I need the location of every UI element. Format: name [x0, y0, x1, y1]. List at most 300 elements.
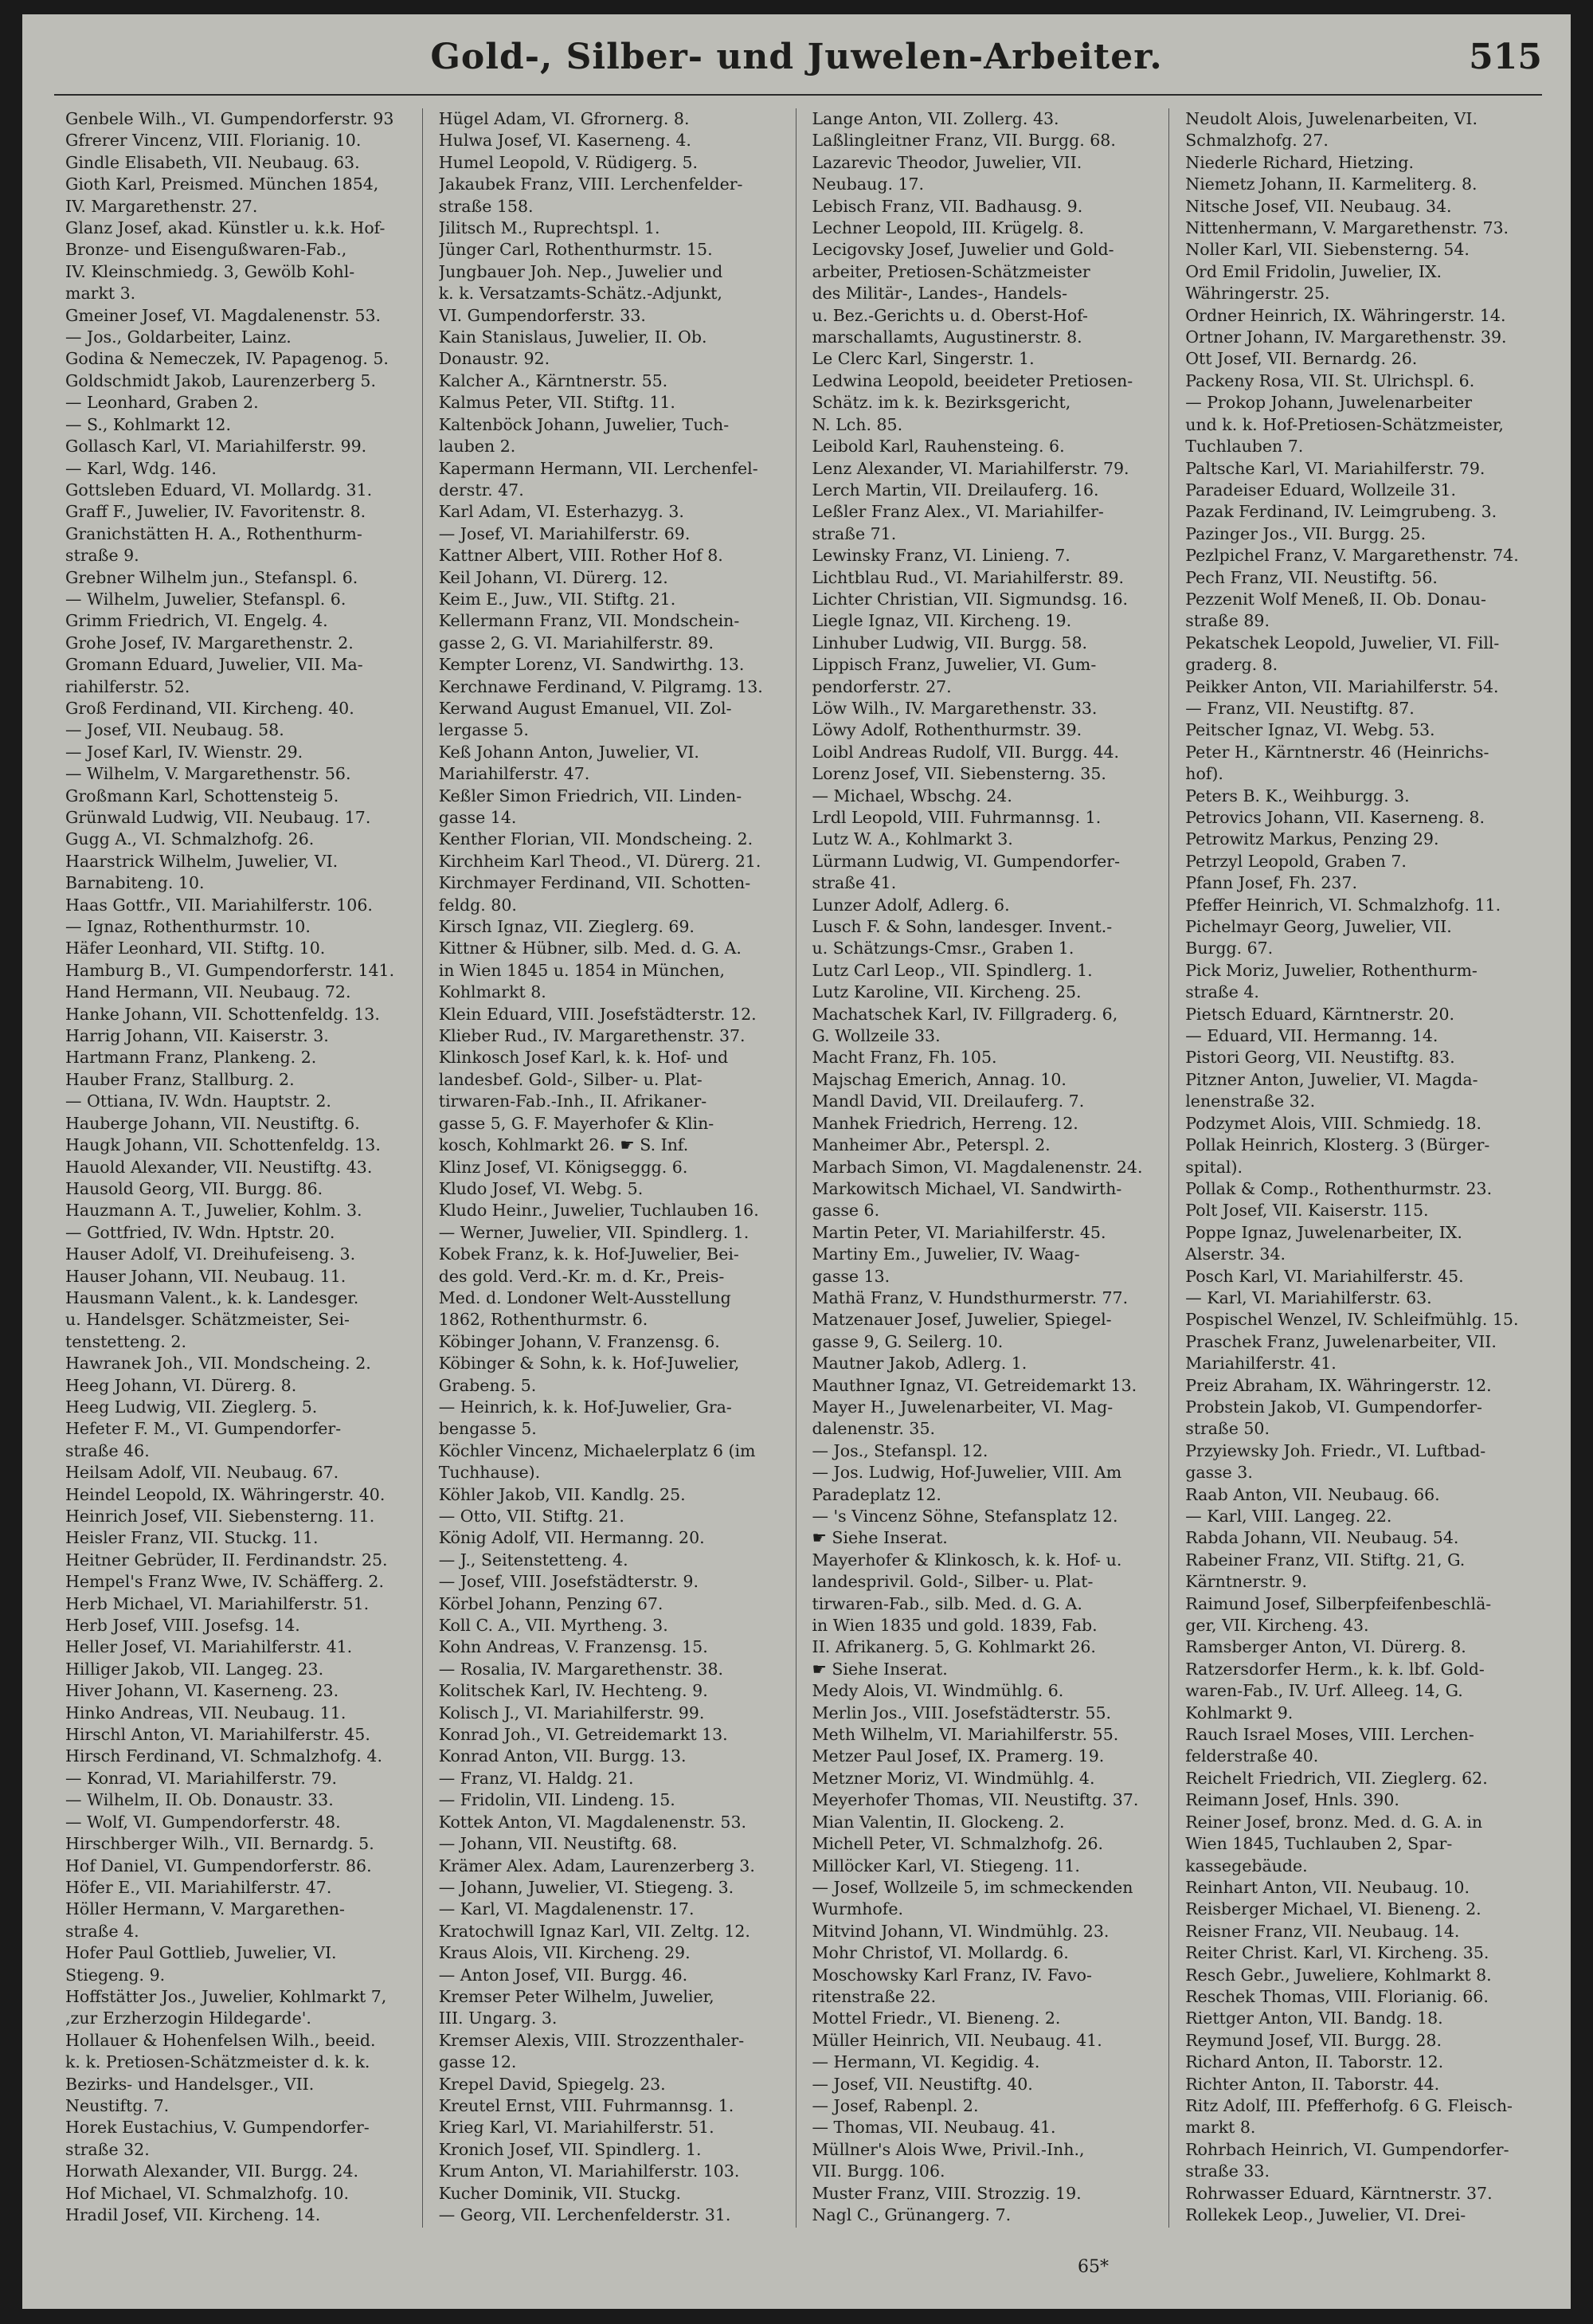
- directory-entry: Rabeiner Franz, VII. Stiftg. 21, G.: [1185, 1550, 1466, 1570]
- directory-entry: Wurmhofe.: [812, 1899, 903, 1919]
- directory-entry: Lichter Christian, VII. Sigmundsg. 16.: [812, 589, 1129, 609]
- directory-entry: Hügel Adam, VI. Gfrornerg. 8.: [438, 109, 690, 128]
- directory-entry: Tuchlauben 7.: [1185, 437, 1304, 457]
- directory-entry: Horwath Alexander, VII. Burgg. 24.: [65, 2161, 359, 2181]
- directory-entry: Ledwina Leopold, beeideter Pretiosen-: [812, 370, 1133, 390]
- directory-entry: lergasse 5.: [438, 720, 529, 740]
- directory-entry: Lorenz Josef, VII. Siebensterng. 35.: [812, 764, 1106, 784]
- directory-entry: Pfeffer Heinrich, VI. Schmalzhofg. 11.: [1185, 895, 1501, 915]
- directory-entry: Loibl Andreas Rudolf, VII. Burgg. 44.: [812, 742, 1120, 762]
- directory-entry: Hirsch Ferdinand, VI. Schmalzhofg. 4.: [65, 1746, 382, 1766]
- directory-entry: Hilliger Jakob, VII. Langeg. 23.: [65, 1659, 324, 1679]
- directory-entry: Hanke Johann, VII. Schottenfeldg. 13.: [65, 1004, 380, 1024]
- directory-entry: Peitscher Ignaz, VI. Webg. 53.: [1185, 720, 1435, 740]
- directory-entry: Grimm Friedrich, VI. Engelg. 4.: [65, 611, 328, 631]
- directory-entry: Neustiftg. 7.: [65, 2095, 170, 2115]
- directory-entry: Pezzenit Wolf Meneß, II. Ob. Donau-: [1185, 589, 1486, 609]
- directory-entry: Mitvind Johann, VI. Windmühlg. 23.: [812, 1921, 1110, 1941]
- directory-entry: — Karl, VI. Mariahilferstr. 63.: [1185, 1287, 1432, 1307]
- directory-entry: Alserstr. 34.: [1185, 1244, 1286, 1264]
- directory-entry: u. Handelsger. Schätzmeister, Sei-: [65, 1310, 350, 1330]
- directory-entry: Gioth Karl, Preismed. München 1854,: [65, 174, 379, 194]
- directory-entry: Kohlmarkt 9.: [1185, 1703, 1294, 1722]
- directory-entry: gasse 3.: [1185, 1463, 1253, 1483]
- directory-entry: Preiz Abraham, IX. Währingerstr. 12.: [1185, 1375, 1492, 1395]
- directory-entry: Kattner Albert, VIII. Rother Hof 8.: [438, 546, 723, 566]
- directory-entry: Heitner Gebrüder, II. Ferdinandstr. 25.: [65, 1550, 388, 1570]
- directory-entry: — Karl, VI. Magdalenenstr. 17.: [438, 1899, 695, 1919]
- directory-entry: König Adolf, VII. Hermanng. 20.: [438, 1528, 705, 1548]
- directory-column-2: [434, 108, 796, 2228]
- directory-entry: Probstein Jakob, VI. Gumpendorfer-: [1185, 1397, 1482, 1417]
- directory-entry: Hulwa Josef, VI. Kaserneng. 4.: [438, 131, 691, 151]
- directory-entry: straße 71.: [812, 523, 897, 543]
- directory-entry: Hand Hermann, VII. Neubaug. 72.: [65, 982, 351, 1002]
- directory-entry: straße 89.: [1185, 611, 1270, 631]
- directory-entry: — Heinrich, k. k. Hof-Juwelier, Gra-: [438, 1397, 732, 1417]
- directory-entry: — Franz, VII. Neustiftg. 87.: [1185, 698, 1415, 718]
- directory-entry: Nagl C., Grünangerg. 7.: [812, 2205, 1012, 2224]
- directory-entry: Heeg Johann, VI. Dürerg. 8.: [65, 1375, 297, 1395]
- directory-entry: Pezlpichel Franz, V. Margarethenstr. 74.: [1185, 546, 1519, 566]
- directory-entry: — Josef Karl, IV. Wienstr. 29.: [65, 742, 303, 762]
- directory-entry: Linhuber Ludwig, VII. Burgg. 58.: [812, 633, 1088, 653]
- directory-entry: dalenenstr. 35.: [812, 1419, 936, 1439]
- directory-entry: Bezirks- und Handelsger., VII.: [65, 2074, 315, 2094]
- directory-entry: Humel Leopold, V. Rüdigerg. 5.: [438, 152, 699, 172]
- directory-entry: Pazinger Jos., VII. Burgg. 25.: [1185, 523, 1427, 543]
- directory-entry: Heinrich Josef, VII. Siebensterng. 11.: [65, 1507, 375, 1526]
- directory-entry: IV. Margarethenstr. 27.: [65, 196, 258, 216]
- directory-entry: Kalcher A., Kärntnerstr. 55.: [438, 370, 668, 390]
- directory-entry: Häfer Leonhard, VII. Stiftg. 10.: [65, 939, 326, 958]
- directory-entry: Richard Anton, II. Taborstr. 12.: [1185, 2052, 1444, 2072]
- directory-entry: Hausmann Valent., k. k. Landesger.: [65, 1287, 359, 1307]
- directory-entry: Petrovics Johann, VII. Kaserneng. 8.: [1185, 808, 1485, 827]
- directory-entry: Mariahilferstr. 47.: [438, 764, 590, 784]
- directory-entry: Kremser Peter Wilhelm, Juwelier,: [438, 1986, 714, 2006]
- directory-entry: Lecigovsky Josef, Juwelier und Gold-: [812, 240, 1114, 260]
- directory-entry: — Rosalia, IV. Margarethenstr. 38.: [438, 1659, 724, 1679]
- directory-entry: Kain Stanislaus, Juwelier, II. Ob.: [438, 327, 707, 347]
- directory-entry: Lechner Leopold, III. Krügelg. 8.: [812, 218, 1085, 238]
- directory-entry: N. Lch. 85.: [812, 414, 903, 434]
- directory-entry: landesbef. Gold-, Silber- u. Plat-: [438, 1069, 703, 1089]
- directory-entry: Müller Heinrich, VII. Neubaug. 41.: [812, 2030, 1102, 2050]
- directory-entry: Neudolt Alois, Juwelenarbeiten, VI.: [1185, 109, 1478, 128]
- directory-entry: Schätz. im k. k. Bezirksgericht,: [812, 393, 1071, 413]
- directory-entry: Grabeng. 5.: [438, 1375, 537, 1395]
- directory-entry: Lusch F. & Sohn, landesger. Invent.-: [812, 917, 1113, 937]
- directory-entry: straße 50.: [1185, 1419, 1270, 1439]
- directory-entry: Kenther Florian, VII. Mondscheing. 2.: [438, 829, 753, 849]
- directory-entry: Donaustr. 92.: [438, 349, 550, 369]
- directory-entry: Raab Anton, VII. Neubaug. 66.: [1185, 1484, 1440, 1504]
- directory-entry: Ord Emil Fridolin, Juwelier, IX.: [1185, 261, 1442, 281]
- directory-column-3: [808, 108, 1170, 2228]
- directory-entry: Laßlingleitner Franz, VII. Burgg. 68.: [812, 131, 1116, 151]
- directory-entry: Barnabiteng. 10.: [65, 873, 205, 893]
- directory-entry: Millöcker Karl, VI. Stiegeng. 11.: [812, 1856, 1080, 1875]
- directory-entry: [812, 2226, 1164, 2228]
- directory-entry: Ordner Heinrich, IX. Währingerstr. 14.: [1185, 305, 1506, 325]
- directory-entry: Lebisch Franz, VII. Badhausg. 9.: [812, 196, 1083, 216]
- directory-entry: des gold. Verd.-Kr. m. d. Kr., Preis-: [438, 1266, 725, 1286]
- directory-entry: Manhek Friedrich, Herreng. 12.: [812, 1113, 1078, 1133]
- directory-entry: VI. Gumpendorferstr. 33.: [438, 305, 646, 325]
- directory-entry: Koll C. A., VII. Myrtheng. 3.: [438, 1616, 668, 1636]
- directory-entry: Raimund Josef, Silberpfeifenbeschlä-: [1185, 1593, 1492, 1613]
- directory-entry: Posch Karl, VI. Mariahilferstr. 45.: [1185, 1266, 1464, 1286]
- directory-entry: — Konrad, VI. Mariahilferstr. 79.: [65, 1768, 338, 1788]
- directory-entry: Graff F., Juwelier, IV. Favoritenstr. 8.: [65, 502, 366, 522]
- directory-entry: — Johann, Juwelier, VI. Stiegeng. 3.: [438, 1877, 734, 1897]
- directory-entry: Mariahilferstr. 41.: [1185, 1354, 1337, 1374]
- directory-entry: Rabda Johann, VII. Neubaug. 54.: [1185, 1528, 1459, 1548]
- directory-entry: Genbele Wilh., VI. Gumpendorferstr. 93: [65, 109, 394, 128]
- directory-entry: straße 41.: [812, 873, 897, 893]
- directory-entry: — Ottiana, IV. Wdn. Hauptstr. 2.: [65, 1091, 331, 1111]
- directory-entry: Granichstätten H. A., Rothenthurm-: [65, 523, 362, 543]
- directory-entry: Hirschl Anton, VI. Mariahilferstr. 45.: [65, 1725, 370, 1745]
- directory-entry: Petrowitz Markus, Penzing 29.: [1185, 829, 1439, 849]
- directory-entry: u. Bez.-Gerichts u. d. Oberst-Hof-: [812, 305, 1088, 325]
- directory-entry: k. k. Versatzamts-Schätz.-Adjunkt,: [438, 284, 722, 304]
- directory-entry: Kratochwill Ignaz Karl, VII. Zeltg. 12.: [438, 1921, 750, 1941]
- directory-entry: Pollak & Comp., Rothenthurmstr. 23.: [1185, 1178, 1493, 1198]
- directory-entry: Hamburg B., VI. Gumpendorferstr. 141.: [65, 960, 395, 980]
- directory-entry: Kellermann Franz, VII. Mondschein-: [438, 611, 740, 631]
- directory-entry: Hollauer & Hohenfelsen Wilh., beeid.: [65, 2030, 376, 2050]
- page-title: Gold-, Silber- und Juwelen-Arbeiter.: [430, 37, 1163, 77]
- directory-entry: Mohr Christof, VI. Mollardg. 6.: [812, 1943, 1069, 1963]
- directory-entry: Mauthner Ignaz, VI. Getreidemarkt 13.: [812, 1375, 1137, 1395]
- directory-column-1: [61, 108, 423, 2228]
- directory-entry: Nittenhermann, V. Margarethenstr. 73.: [1185, 218, 1509, 238]
- directory-entry: waren-Fab., IV. Urf. Alleeg. 14, G.: [1185, 1681, 1463, 1701]
- directory-entry: markt 8.: [1185, 2118, 1256, 2138]
- directory-entry: Kirchheim Karl Theod., VI. Dürerg. 21.: [438, 851, 761, 871]
- directory-entry: Hinko Andreas, VII. Neubaug. 11.: [65, 1703, 346, 1722]
- directory-entry: Reinhart Anton, VII. Neubaug. 10.: [1185, 1877, 1470, 1897]
- directory-entry: Grünwald Ludwig, VII. Neubaug. 17.: [65, 808, 371, 827]
- directory-entry: — Wilhelm, II. Ob. Donaustr. 33.: [65, 1790, 334, 1810]
- directory-entry: — Wolf, VI. Gumpendorferstr. 48.: [65, 1812, 341, 1832]
- directory-entry: Leibold Karl, Rauhensteing. 6.: [812, 437, 1065, 457]
- directory-entry: Mottel Friedr., VI. Bieneng. 2.: [812, 2009, 1061, 2028]
- directory-entry: Klein Eduard, VIII. Josefstädterstr. 12.: [438, 1004, 757, 1024]
- directory-entry: Metzer Paul Josef, IX. Pramerg. 19.: [812, 1746, 1105, 1766]
- directory-entry: Herb Michael, VI. Mariahilferstr. 51.: [65, 1593, 370, 1613]
- directory-entry: Godina & Nemeczek, IV. Papagenog. 5.: [65, 349, 389, 369]
- directory-entry: Kolitschek Karl, IV. Hechteng. 9.: [438, 1681, 708, 1701]
- directory-entry: tirwaren-Fab., silb. Med. d. G. A.: [812, 1593, 1082, 1613]
- directory-entry: Haarstrick Wilhelm, Juwelier, VI.: [65, 851, 339, 871]
- directory-entry: Pfann Josef, Fh. 237.: [1185, 873, 1357, 893]
- directory-entry: — Johann, VII. Neustiftg. 68.: [438, 1834, 678, 1854]
- directory-entry: — Otto, VII. Stiftg. 21.: [438, 1507, 624, 1526]
- directory-entry: Kerwand August Emanuel, VII. Zol-: [438, 698, 732, 718]
- directory-entry: Heeg Ludwig, VII. Zieglerg. 5.: [65, 1397, 318, 1417]
- directory-entry: Tuchhause).: [438, 1463, 541, 1483]
- directory-entry: Kohlmarkt 8.: [438, 982, 546, 1002]
- directory-entry: Müllner's Alois Wwe, Privil.-Inh.,: [812, 2139, 1085, 2159]
- directory-entry: pendorferstr. 27.: [812, 676, 952, 696]
- directory-entry: kassegebäude.: [1185, 1856, 1308, 1875]
- directory-entry: — Eduard, VII. Hermanng. 14.: [1185, 1026, 1438, 1046]
- directory-entry: k. k. Pretiosen-Schätzmeister d. k. k.: [65, 2052, 370, 2072]
- directory-entry: Kottek Anton, VI. Magdalenenstr. 53.: [438, 1812, 747, 1832]
- directory-entry: Krepel David, Spiegelg. 23.: [438, 2074, 666, 2094]
- directory-entry: ☛ Siehe Inserat.: [812, 1659, 948, 1679]
- directory-entry: Lunzer Adolf, Adlerg. 6.: [812, 895, 1010, 915]
- directory-entry: Machatschek Karl, IV. Fillgraderg. 6,: [812, 1004, 1118, 1024]
- directory-entry: Konrad Joh., VI. Getreidemarkt 13.: [438, 1725, 728, 1745]
- directory-entry: gasse 12.: [438, 2052, 517, 2072]
- directory-entry: Keßler Simon Friedrich, VII. Linden-: [438, 786, 742, 805]
- directory-entry: — Leonhard, Graben 2.: [65, 393, 259, 413]
- directory-entry: Ratzersdorfer Herm., k. k. lbf. Gold-: [1185, 1659, 1485, 1679]
- directory-entry: Kucher Dominik, VII. Stuckg.: [438, 2183, 681, 2203]
- directory-entry: Heindel Leopold, IX. Währingerstr. 40.: [65, 1484, 386, 1504]
- page-header: [22, 37, 1571, 92]
- directory-entry: Majschag Emerich, Annag. 10.: [812, 1069, 1067, 1089]
- directory-entry: Pick Moriz, Juwelier, Rothenthurm-: [1185, 960, 1478, 980]
- directory-entry: — Josef, VII. Neustiftg. 40.: [812, 2074, 1033, 2094]
- directory-entry: Höfer E., VII. Mariahilferstr. 47.: [65, 1877, 332, 1897]
- directory-entry: Pekatschek Leopold, Juwelier, VI. Fill-: [1185, 633, 1500, 653]
- directory-entry: Kärntnerstr. 9.: [1185, 1572, 1308, 1592]
- directory-entry: Keil Johann, VI. Dürerg. 12.: [438, 567, 668, 587]
- directory-entry: tirwaren-Fab.-Inh., II. Afrikaner-: [438, 1091, 707, 1111]
- directory-entry: lenenstraße 32.: [1185, 1091, 1316, 1111]
- directory-entry: Meyerhofer Thomas, VII. Neustiftg. 37.: [812, 1790, 1139, 1810]
- directory-entry: [65, 2226, 417, 2228]
- directory-entry: und k. k. Hof-Pretiosen-Schätzmeister,: [1185, 414, 1504, 434]
- directory-entry: Reichelt Friedrich, VII. Zieglerg. 62.: [1185, 1768, 1488, 1788]
- directory-entry: Pazak Ferdinand, IV. Leimgrubeng. 3.: [1185, 502, 1497, 522]
- directory-entry: hof).: [1185, 764, 1223, 784]
- directory-entry: Lürmann Ludwig, VI. Gumpendorfer-: [812, 851, 1121, 871]
- directory-entry: Hauber Franz, Stallburg. 2.: [65, 1069, 295, 1089]
- directory-entry: Löwy Adolf, Rothenthurmstr. 39.: [812, 720, 1082, 740]
- directory-entry: Paradeiser Eduard, Wollzeile 31.: [1185, 480, 1457, 500]
- directory-entry: Ott Josef, VII. Bernardg. 26.: [1185, 349, 1418, 369]
- directory-entry: Keß Johann Anton, Juwelier, VI.: [438, 742, 699, 762]
- directory-entry: Meth Wilhelm, VI. Mariahilferstr. 55.: [812, 1725, 1119, 1745]
- directory-entry: Reymund Josef, VII. Burgg. 28.: [1185, 2030, 1442, 2050]
- directory-entry: [1185, 2226, 1537, 2228]
- directory-entry: Pospischel Wenzel, IV. Schleifmühlg. 15.: [1185, 1310, 1519, 1330]
- directory-entry: Leßler Franz Alex., VI. Mariahilfer-: [812, 502, 1104, 522]
- directory-entry: Reisner Franz, VII. Neubaug. 14.: [1185, 1921, 1460, 1941]
- directory-entry: Lazarevic Theodor, Juwelier, VII.: [812, 152, 1082, 172]
- directory-entry: straße 158.: [438, 196, 534, 216]
- directory-entry: Rauch Israel Moses, VIII. Lerchen-: [1185, 1725, 1474, 1745]
- directory-entry: Niemetz Johann, II. Karmeliterg. 8.: [1185, 174, 1478, 194]
- directory-entry: Pichelmayr Georg, Juwelier, VII.: [1185, 917, 1452, 937]
- directory-entry: Kirchmayer Ferdinand, VII. Schotten-: [438, 873, 751, 893]
- directory-entry: Kempter Lorenz, VI. Sandwirthg. 13.: [438, 655, 745, 675]
- directory-entry: straße 4.: [65, 1921, 139, 1941]
- directory-entry: Packeny Rosa, VII. St. Ulrichspl. 6.: [1185, 370, 1475, 390]
- directory-entry: — Prokop Johann, Juwelenarbeiter: [1185, 393, 1473, 413]
- directory-entry: Ramsberger Anton, VI. Dürerg. 8.: [1185, 1637, 1466, 1657]
- directory-entry: Harrig Johann, VII. Kaiserstr. 3.: [65, 1026, 329, 1046]
- directory-entry: Gindle Elisabeth, VII. Neubaug. 63.: [65, 152, 360, 172]
- directory-entry: — Thomas, VII. Neubaug. 41.: [812, 2118, 1056, 2138]
- directory-entry: — Michael, Wbschg. 24.: [812, 786, 1012, 805]
- directory-entry: Gollasch Karl, VI. Mariahilferstr. 99.: [65, 437, 367, 457]
- directory-entry: Kraus Alois, VII. Kircheng. 29.: [438, 1943, 691, 1963]
- directory-entry: Kalmus Peter, VII. Stiftg. 11.: [438, 393, 675, 413]
- directory-entry: Körbel Johann, Penzing 67.: [438, 1593, 663, 1613]
- directory-entry: Podzymet Alois, VIII. Schmiedg. 18.: [1185, 1113, 1482, 1133]
- directory-entry: Heisler Franz, VII. Stuckg. 11.: [65, 1528, 319, 1548]
- directory-entry: Jünger Carl, Rothenthurmstr. 15.: [438, 240, 713, 260]
- directory-entry: straße 32.: [65, 2139, 150, 2159]
- directory-entry: Reisberger Michael, VI. Bieneng. 2.: [1185, 1899, 1481, 1919]
- directory-entry: Hawranek Joh., VII. Mondscheing. 2.: [65, 1354, 371, 1374]
- directory-entry: Mayerhofer & Klinkosch, k. k. Hof- u.: [812, 1550, 1122, 1570]
- directory-entry: Wien 1845, Tuchlauben 2, Spar-: [1185, 1834, 1453, 1854]
- directory-entry: markt 3.: [65, 284, 136, 304]
- directory-entry: Grebner Wilhelm jun., Stefanspl. 6.: [65, 567, 358, 587]
- directory-entry: Peikker Anton, VII. Mariahilferstr. 54.: [1185, 676, 1499, 696]
- directory-entry: Polt Josef, VII. Kaiserstr. 115.: [1185, 1201, 1429, 1221]
- directory-entry: Martiny Em., Juwelier, IV. Waag-: [812, 1244, 1080, 1264]
- directory-entry: VII. Burgg. 106.: [812, 2161, 945, 2181]
- directory-entry: — Karl, VIII. Langeg. 22.: [1185, 1507, 1392, 1526]
- directory-entry: Klieber Rud., IV. Margarethenstr. 37.: [438, 1026, 746, 1046]
- directory-entry: Mautner Jakob, Adlerg. 1.: [812, 1354, 1027, 1374]
- directory-entry: spital).: [1185, 1157, 1243, 1177]
- directory-entry: u. Schätzungs-Cmsr., Graben 1.: [812, 939, 1074, 958]
- directory-entry: Währingerstr. 25.: [1185, 284, 1330, 304]
- directory-entry: Hirschberger Wilh., VII. Bernardg. 5.: [65, 1834, 374, 1854]
- directory-entry: — Gottfried, IV. Wdn. Hptstr. 20.: [65, 1222, 335, 1242]
- directory-entry: Gfrerer Vincenz, VIII. Florianig. 10.: [65, 131, 362, 151]
- directory-entry: Kludo Josef, VI. Webg. 5.: [438, 1178, 644, 1198]
- directory-entry: lauben 2.: [438, 437, 516, 457]
- directory-entry: Gottsleben Eduard, VI. Mollardg. 31.: [65, 480, 373, 500]
- directory-entry: Hauzmann A. T., Juwelier, Kohlm. 3.: [65, 1201, 362, 1221]
- directory-entry: — Josef, VII. Neubaug. 58.: [65, 720, 284, 740]
- directory-entry: Horek Eustachius, V. Gumpendorfer-: [65, 2118, 370, 2138]
- directory-entry: IV. Kleinschmiedg. 3, Gewölb Kohl-: [65, 261, 355, 281]
- directory-entry: Rollekek Leop., Juwelier, VI. Drei-: [1185, 2205, 1466, 2224]
- directory-entry: Goldschmidt Jakob, Laurenzerberg 5.: [65, 370, 376, 390]
- directory-entry: — Wilhelm, Juwelier, Stefanspl. 6.: [65, 589, 346, 609]
- directory-entry: Krieg Karl, VI. Mariahilferstr. 51.: [438, 2118, 714, 2138]
- directory-entry: Moschowsky Karl Franz, IV. Favo-: [812, 1965, 1092, 1985]
- directory-entry: — Josef, VI. Mariahilferstr. 69.: [438, 523, 691, 543]
- directory-entry: Jilitsch M., Ruprechtspl. 1.: [438, 218, 660, 238]
- directory-entry: Jakaubek Franz, VIII. Lerchenfelder-: [438, 174, 743, 194]
- directory-entry: Gromann Eduard, Juwelier, VII. Ma-: [65, 655, 363, 675]
- directory-entry: — Hermann, VI. Kegidig. 4.: [812, 2052, 1040, 2072]
- directory-entry: Kobek Franz, k. k. Hof-Juwelier, Bei-: [438, 1244, 739, 1264]
- directory-entry: Schmalzhofg. 27.: [1185, 131, 1329, 151]
- directory-entry: Haas Gottfr., VII. Mariahilferstr. 106.: [65, 895, 373, 915]
- directory-entry: — Josef, Wollzeile 5, im schmeckenden: [812, 1877, 1133, 1897]
- directory-entry: Lutz Carl Leop., VII. Spindlerg. 1.: [812, 960, 1093, 980]
- directory-entry: Lichtblau Rud., VI. Mariahilferstr. 89.: [812, 567, 1125, 587]
- directory-entry: bengasse 5.: [438, 1419, 537, 1439]
- directory-entry: straße 4.: [1185, 982, 1259, 1002]
- directory-entry: Höller Hermann, V. Margarethen-: [65, 1899, 345, 1919]
- directory-entry: — 's Vincenz Söhne, Stefansplatz 12.: [812, 1507, 1118, 1526]
- directory-entry: in Wien 1845 u. 1854 in München,: [438, 960, 725, 980]
- directory-entry: — Werner, Juwelier, VII. Spindlerg. 1.: [438, 1222, 750, 1242]
- directory-entry: Le Clerc Karl, Singerstr. 1.: [812, 349, 1035, 369]
- directory-entry: Karl Adam, VI. Esterhazyg. 3.: [438, 502, 684, 522]
- directory-entry: [439, 2226, 791, 2228]
- directory-entry: gasse 5, G. F. Mayerhofer & Klin-: [438, 1113, 714, 1133]
- directory-entry: Kittner & Hübner, silb. Med. d. G. A.: [438, 939, 742, 958]
- directory-entry: Kronich Josef, VII. Spindlerg. 1.: [438, 2139, 702, 2159]
- directory-entry: Hof Michael, VI. Schmalzhofg. 10.: [65, 2183, 350, 2203]
- directory-entry: straße 46.: [65, 1440, 150, 1460]
- directory-entry: Paradeplatz 12.: [812, 1484, 941, 1504]
- directory-entry: gasse 2, G. VI. Mariahilferstr. 89.: [438, 633, 714, 653]
- directory-entry: Reschek Thomas, VIII. Florianig. 66.: [1185, 1986, 1489, 2006]
- directory-entry: — Ignaz, Rothenthurmstr. 10.: [65, 917, 311, 937]
- directory-entry: Merlin Jos., VIII. Josefstädterstr. 55.: [812, 1703, 1112, 1722]
- directory-entry: gasse 9, G. Seilerg. 10.: [812, 1331, 1004, 1351]
- directory-entry: Kolisch J., VI. Mariahilferstr. 99.: [438, 1703, 705, 1722]
- directory-entry: Richter Anton, II. Taborstr. 44.: [1185, 2074, 1440, 2094]
- directory-entry: Rohrwasser Eduard, Kärntnerstr. 37.: [1185, 2183, 1493, 2203]
- directory-entry: ger, VII. Kircheng. 43.: [1185, 1616, 1369, 1636]
- directory-entry: tenstetteng. 2.: [65, 1331, 186, 1351]
- directory-entry: Köhler Jakob, VII. Kandlg. 25.: [438, 1484, 686, 1504]
- directory-entry: 1862, Rothenthurmstr. 6.: [438, 1310, 648, 1330]
- directory-entry: des Militär-, Landes-, Handels-: [812, 284, 1068, 304]
- directory-entry: Krum Anton, VI. Mariahilferstr. 103.: [438, 2161, 740, 2181]
- directory-entry: Przyiewsky Joh. Friedr., VI. Luftbad-: [1185, 1440, 1486, 1460]
- directory-entry: Hauser Adolf, VI. Dreihufeiseng. 3.: [65, 1244, 356, 1264]
- directory-entry: Reiner Josef, bronz. Med. d. G. A. in: [1185, 1812, 1483, 1832]
- directory-entry: Mian Valentin, II. Glockeng. 2.: [812, 1812, 1065, 1832]
- directory-entry: feldg. 80.: [438, 895, 517, 915]
- directory-entry: Hauold Alexander, VII. Neustiftg. 43.: [65, 1157, 373, 1177]
- directory-entry: G. Wollzeile 33.: [812, 1026, 941, 1046]
- directory-entry: Herb Josef, VIII. Josefsg. 14.: [65, 1616, 300, 1636]
- directory-entry: III. Ungarg. 3.: [438, 2009, 558, 2028]
- directory-entry: Ortner Johann, IV. Margarethenstr. 39.: [1185, 327, 1507, 347]
- directory-entry: Liegle Ignaz, VII. Kircheng. 19.: [812, 611, 1072, 631]
- directory-page: [22, 14, 1571, 2309]
- directory-entry: riahilferstr. 52.: [65, 676, 190, 696]
- directory-entry: in Wien 1835 und gold. 1839, Fab.: [812, 1616, 1098, 1636]
- directory-entry: — Wilhelm, V. Margarethenstr. 56.: [65, 764, 351, 784]
- directory-entry: Peter H., Kärntnerstr. 46 (Heinrichs-: [1185, 742, 1489, 762]
- directory-entry: straße 33.: [1185, 2161, 1270, 2181]
- directory-entry: Hauberge Johann, VII. Neustiftg. 6.: [65, 1113, 360, 1133]
- directory-entry: Kohn Andreas, V. Franzensg. 15.: [438, 1637, 708, 1657]
- directory-entry: Kirsch Ignaz, VII. Zieglerg. 69.: [438, 917, 695, 937]
- directory-entry: Haugk Johann, VII. Schottenfeldg. 13.: [65, 1135, 381, 1155]
- directory-entry: Medy Alois, VI. Windmühlg. 6.: [812, 1681, 1064, 1701]
- directory-entry: — Jos. Ludwig, Hof-Juwelier, VIII. Am: [812, 1463, 1122, 1483]
- directory-entry: Groß Ferdinand, VII. Kircheng. 40.: [65, 698, 354, 718]
- directory-entry: Heller Josef, VI. Mariahilferstr. 41.: [65, 1637, 353, 1657]
- directory-entry: Kremser Alexis, VIII. Strozzenthaler-: [438, 2030, 745, 2050]
- directory-entry: Hartmann Franz, Plankeng. 2.: [65, 1048, 317, 1068]
- directory-entry: Kreutel Ernst, VIII. Fuhrmannsg. 1.: [438, 2095, 734, 2115]
- directory-entry: Stiegeng. 9.: [65, 1965, 166, 1985]
